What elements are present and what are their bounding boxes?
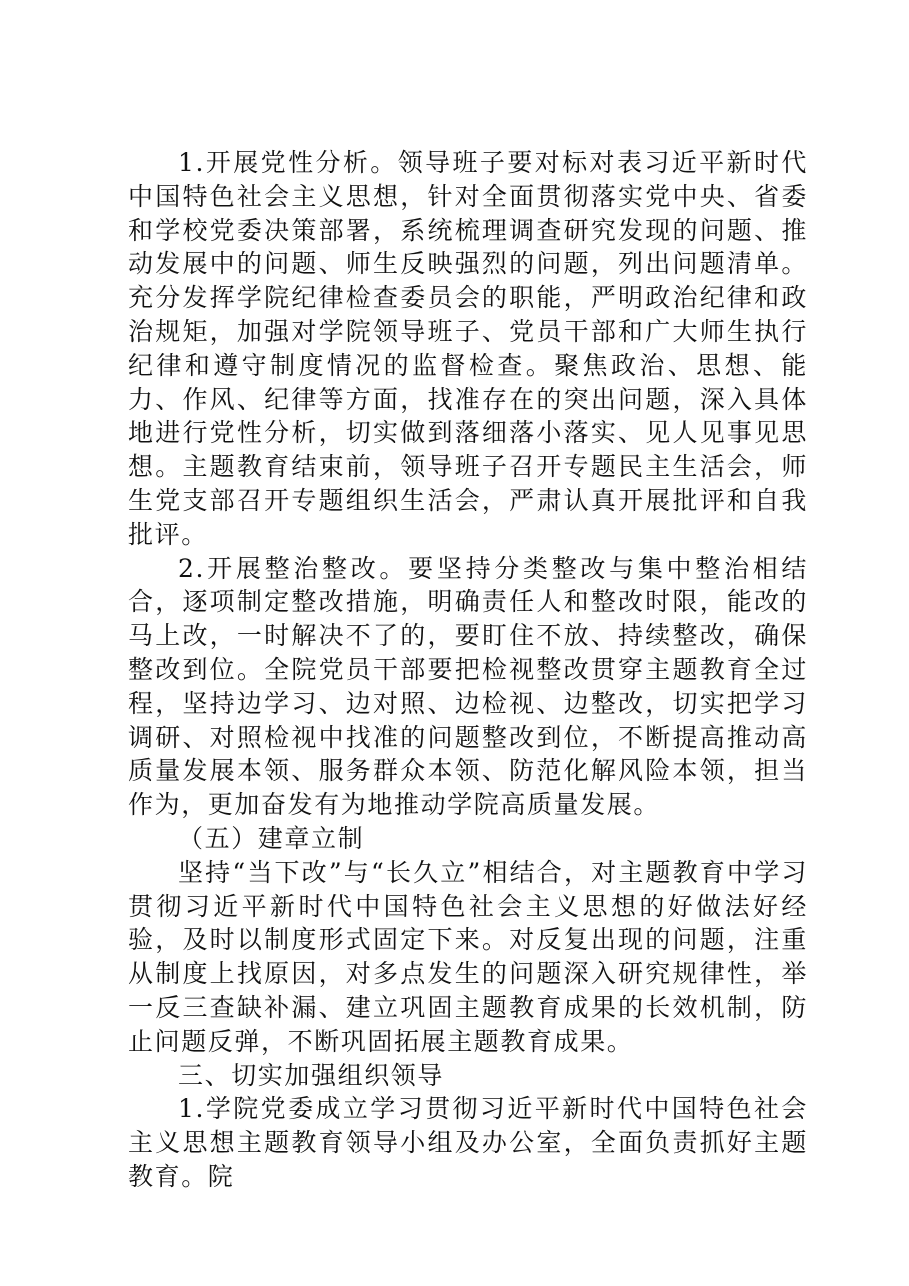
section-heading-organizational-leadership: 三、切实加强组织领导 (178, 1060, 445, 1090)
section-heading-institution-building: （五）建章立制 (178, 823, 365, 853)
paragraph-leadership-group: 1.学院党委成立学习贯彻习近平新时代中国特色社会主义思想主题教育领导小组及办公室，全面负责抓好主题教育。院 (128, 1094, 808, 1191)
paragraph-party-spirit-analysis: 1.开展党性分析。领导班子要对标对表习近平新时代中国特色社会主义思想，针对全面贯彻落实党中央、省委和学校党委决策部署，系统梳理调查研究发现的问题、推动发展中的问题、师生反映强烈的问题，列出问题清单。充分发挥学院纪律检查委员会的职能，严明政治纪律和政治规矩，加强对学院领导班子、党员干部和广大师生执行纪律和遵守制度情况的监督检查。聚焦政治、思想、能力、作风、纪律等方面，找准存在的突出问题，深入具体地进行党性分析，切实做到落细落小落实、见人见事见思想。主题教育结束前，领导班子召开专题民主生活会，师生党支部召开专题组织生活会，严肃认真开展批评和自我批评。 (128, 148, 808, 549)
document-body (128, 146, 808, 1194)
paragraph-rectification: 2.开展整治整改。要坚持分类整改与集中整治相结合，逐项制定整改措施，明确责任人和整改时限，能改的马上改，一时解决不了的，要盯住不放、持续整改，确保整改到位。全院党员干部要把检视整改贯穿主题教育全过程，坚持边学习、边对照、边检视、边整改，切实把学习调研、对照检视中找准的问题整改到位，不断提高推动高质量发展本领、服务群众本领、防范化解风险本领，担当作为，更加奋发有为地推动学院高质量发展。 (128, 553, 808, 820)
paragraph-institution-building: 坚持“当下改”与“长久立”相结合，对主题教育中学习贯彻习近平新时代中国特色社会主义思想的好做法好经验，及时以制度形式固定下来。对反复出现的问题，注重从制度上找原因，对多点发生的问题深入研究规律性，举一反三查缺补漏、建立巩固主题教育成果的长效机制，防止问题反弹，不断巩固拓展主题教育成果。 (128, 857, 808, 1056)
